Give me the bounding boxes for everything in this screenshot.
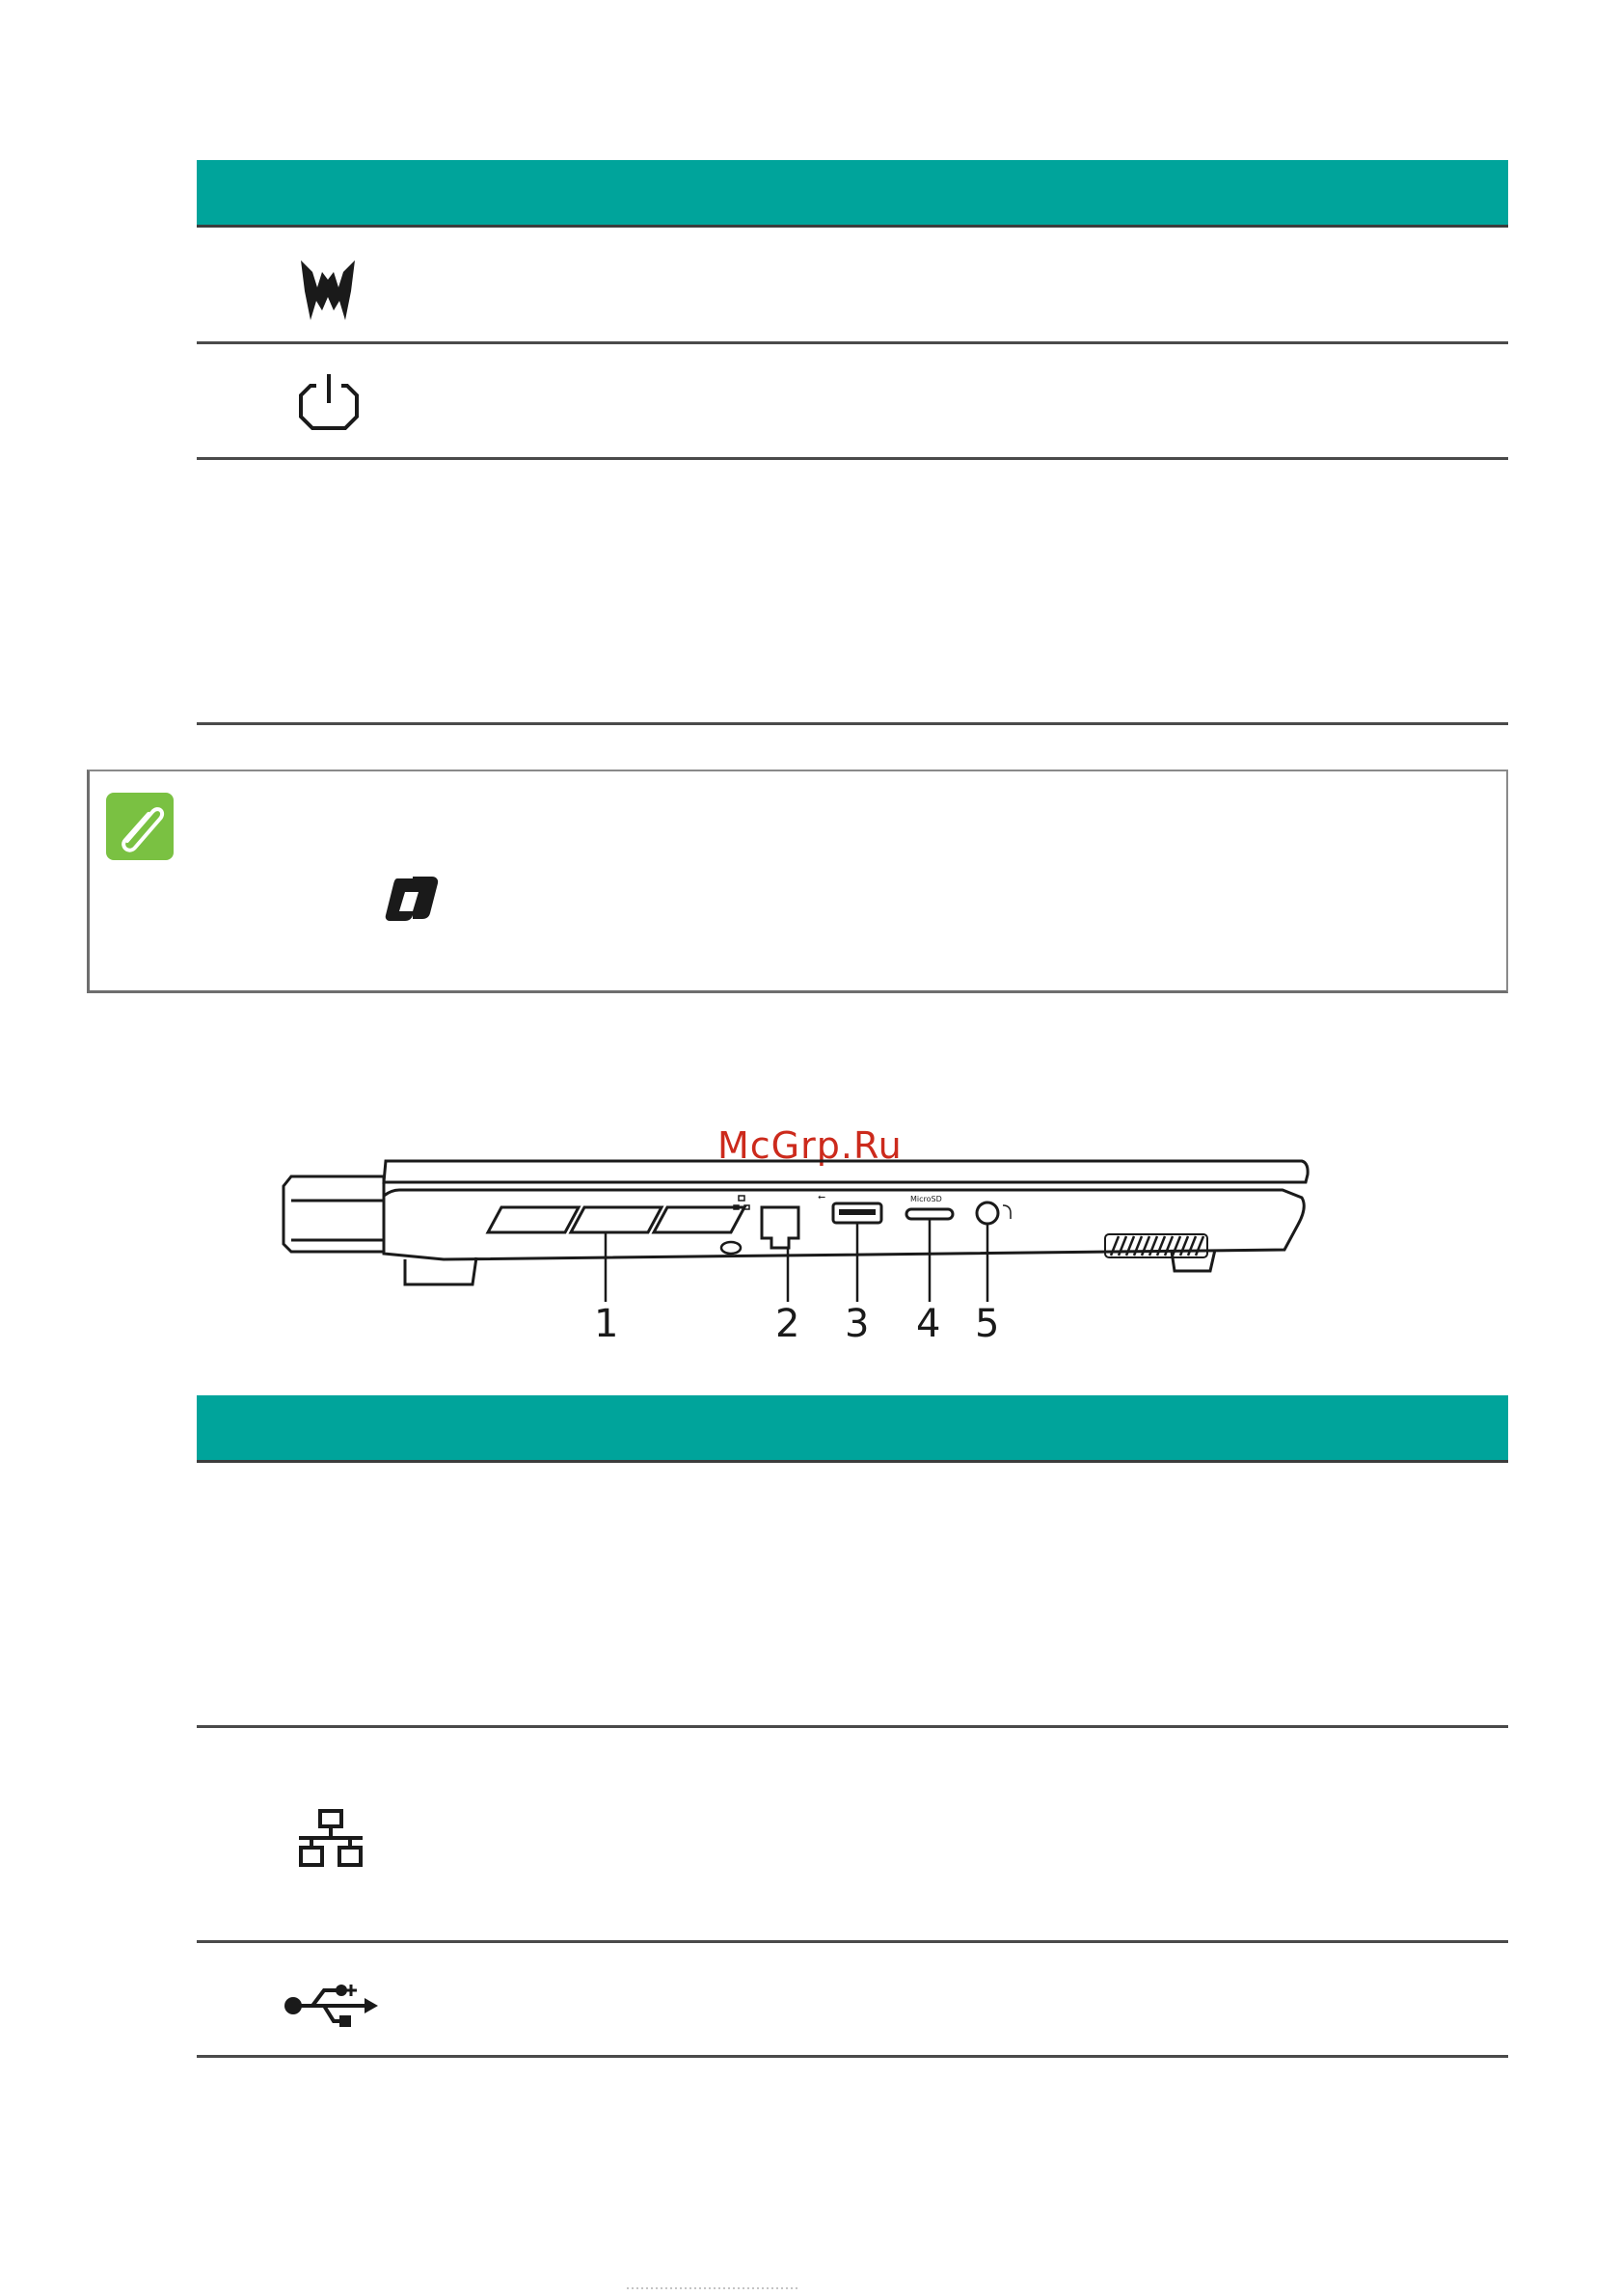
copilot-key-icon xyxy=(384,873,442,932)
callout-2: 2 xyxy=(775,1302,800,1340)
laptop-side-diagram xyxy=(270,1148,1331,1340)
ethernet-icon xyxy=(297,1807,365,1876)
callout-5: 5 xyxy=(975,1302,1000,1340)
bottom-table-header xyxy=(197,1395,1508,1463)
paperclip-icon xyxy=(106,793,174,860)
note-box xyxy=(87,770,1508,993)
callout-3: 3 xyxy=(845,1302,870,1340)
callout-4: 4 xyxy=(916,1302,941,1340)
top-table-divider-3 xyxy=(197,722,1508,725)
bottom-table-divider-2 xyxy=(197,1940,1508,1943)
svg-text:⭠: ⭠ xyxy=(818,1192,825,1202)
footer-crop-mark xyxy=(627,2285,800,2291)
power-icon xyxy=(297,370,361,441)
note-badge xyxy=(106,793,174,860)
bottom-table-divider-3 xyxy=(197,2055,1508,2058)
callout-1: 1 xyxy=(594,1302,619,1340)
microsd-label: MicroSD xyxy=(910,1195,942,1203)
top-table-divider-1 xyxy=(197,341,1508,344)
top-table-header xyxy=(197,160,1508,228)
top-table-divider-2 xyxy=(197,457,1508,460)
predator-logo-icon xyxy=(299,258,357,327)
usb-icon xyxy=(282,1979,382,2038)
watermark-text: McGrp.Ru xyxy=(717,1124,903,1167)
bottom-table-divider-1 xyxy=(197,1725,1508,1728)
